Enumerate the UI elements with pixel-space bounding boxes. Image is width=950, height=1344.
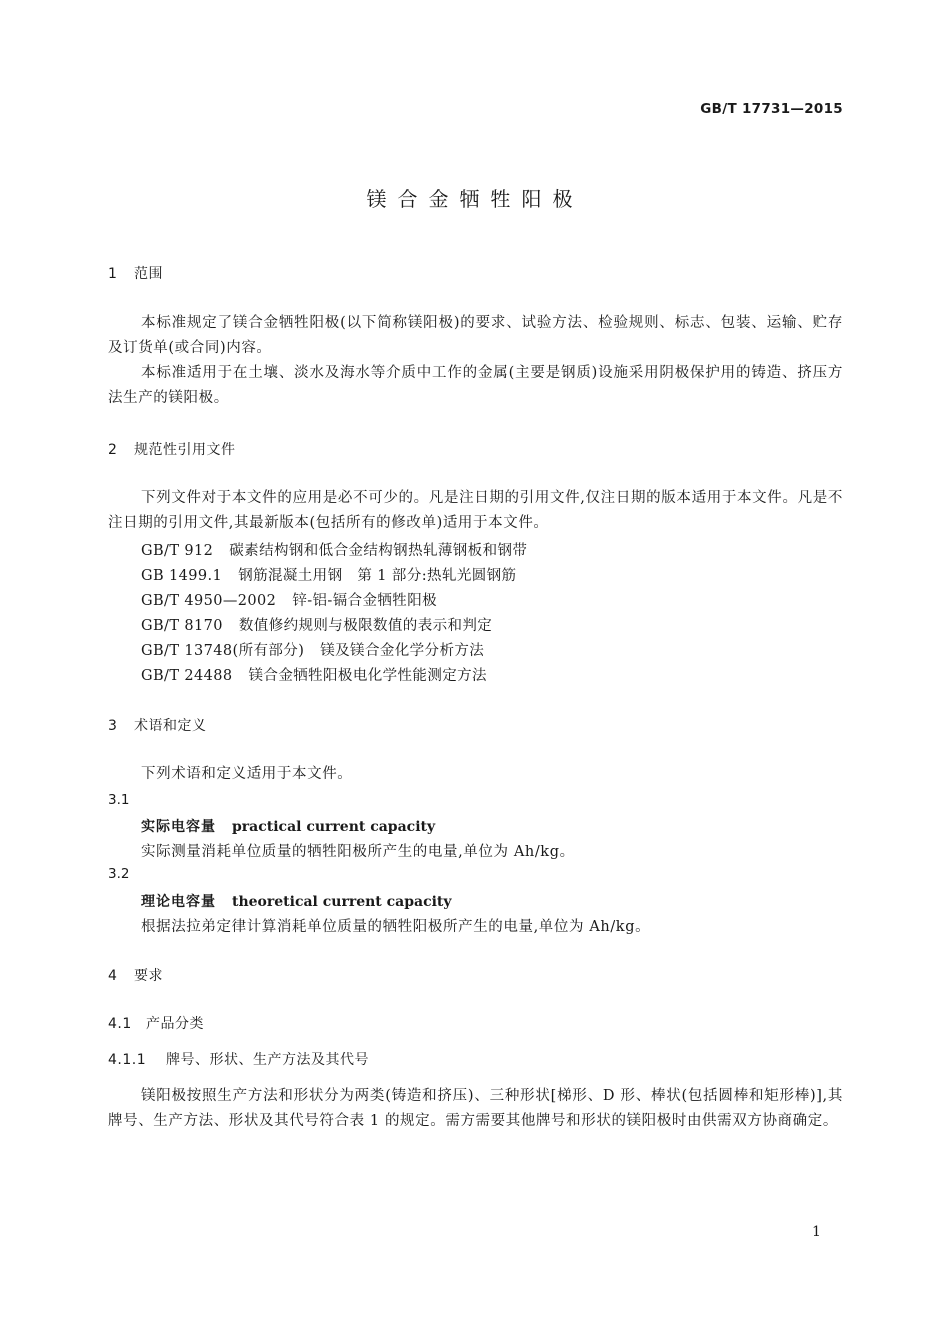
reference-title: 镁合金牺牲阳极电化学性能测定方法 <box>248 668 487 684</box>
term-zh: 理论电容量 <box>141 894 216 910</box>
reference-code: GB/T 24488 <box>141 668 233 684</box>
reference-item <box>141 539 527 560</box>
reference-item <box>141 589 437 610</box>
term-zh: 实际电容量 <box>141 819 216 835</box>
section-1-paragraph-2: 本标准适用于在土壤、淡水及海水等介质中工作的金属(主要是钢质)设施采用阴极保护用的铸造、挤压方法生产的镁阳极。 <box>108 365 843 406</box>
subsection-4-1-1-heading <box>108 1049 369 1069</box>
document-title: 镁合金牺牲阳极 <box>366 187 584 211</box>
reference-title: 碳素结构钢和低合金结构钢热轧薄钢板和钢带 <box>229 543 528 559</box>
section-2-intro: 下列文件对于本文件的应用是必不可少的。凡是注日期的引用文件,仅注日期的版本适用于本文件。凡是不注日期的引用文件,其最新版本(包括所有的修改单)适用于本文件。 <box>108 490 843 531</box>
section-4-paragraph: 镁阳极按照生产方法和形状分为两类(铸造和挤压)、三种形状[梯形、D 形、棒状(包括圆棒和矩形棒)],其牌号、生产方法、形状及其代号符合表 1 的规定。需方需要其他牌号和形状的镁阳极时由供需双方协商确定。 <box>108 1088 843 1129</box>
section-number: 4 <box>108 968 118 984</box>
section-3-intro: 下列术语和定义适用于本文件。 <box>141 766 353 782</box>
section-title: 范围 <box>134 266 163 282</box>
reference-title: 数值修约规则与极限数值的表示和判定 <box>238 618 493 634</box>
subsection-title: 牌号、形状、生产方法及其代号 <box>166 1052 369 1068</box>
reference-code: GB 1499.1 <box>141 568 223 584</box>
term-en: practical current capacity <box>232 819 436 835</box>
term-en: theoretical current capacity <box>232 894 452 910</box>
section-2-heading <box>108 439 236 459</box>
subsection-4-1-heading <box>108 1013 204 1033</box>
reference-item <box>141 639 484 660</box>
reference-item <box>141 614 492 635</box>
term-number: 3.2 <box>108 866 130 882</box>
term-heading <box>141 816 435 836</box>
section-title: 术语和定义 <box>134 718 207 734</box>
subsection-number: 4.1.1 <box>108 1052 147 1068</box>
section-4-heading <box>108 965 163 985</box>
section-1-paragraph-1: 本标准规定了镁合金牺牲阳极(以下简称镁阳极)的要求、试验方法、检验规则、标志、包装、运输、贮存及订货单(或合同)内容。 <box>108 315 843 356</box>
section-title: 规范性引用文件 <box>134 442 236 458</box>
reference-title: 锌-铝-镉合金牺牲阳极 <box>292 593 438 609</box>
reference-item <box>141 664 487 685</box>
section-number: 3 <box>108 718 118 734</box>
reference-title: 镁及镁合金化学分析方法 <box>320 643 485 659</box>
reference-code: GB/T 912 <box>141 543 214 559</box>
subsection-title: 产品分类 <box>146 1016 204 1032</box>
reference-item <box>141 564 516 585</box>
reference-code: GB/T 4950—2002 <box>141 593 277 609</box>
section-3-heading <box>108 715 207 735</box>
term-heading <box>141 891 452 911</box>
page-number: 1 <box>812 1224 821 1240</box>
standard-code: GB/T 17731—2015 <box>700 101 843 117</box>
section-number: 1 <box>108 266 118 282</box>
reference-title: 钢筋混凝土用钢 第 1 部分:热轧光圆钢筋 <box>238 568 517 584</box>
section-1-heading <box>108 263 163 283</box>
term-definition: 实际测量消耗单位质量的牺牲阳极所产生的电量,单位为 Ah/kg。 <box>141 844 575 860</box>
reference-code: GB/T 8170 <box>141 618 223 634</box>
term-number: 3.1 <box>108 792 130 808</box>
section-title: 要求 <box>134 968 163 984</box>
reference-code: GB/T 13748(所有部分) <box>141 643 305 659</box>
subsection-number: 4.1 <box>108 1016 132 1032</box>
term-definition: 根据法拉弟定律计算消耗单位质量的牺牲阳极所产生的电量,单位为 Ah/kg。 <box>141 919 651 935</box>
section-number: 2 <box>108 442 118 458</box>
